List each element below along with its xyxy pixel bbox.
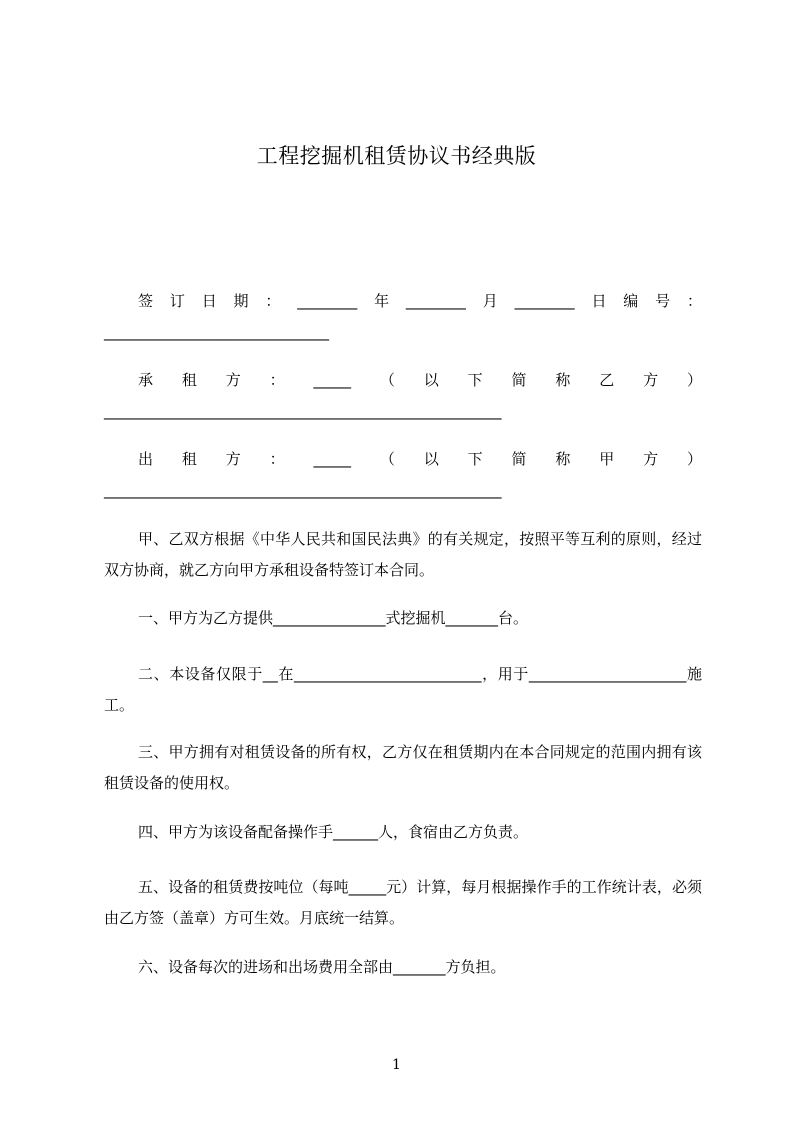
preamble-paragraph: 甲、乙双方根据《中华人民共和国民法典》的有关规定，按照平等互利的原则，经过双方协商，就乙方向甲方承租设备特签订本合同。 [104,530,702,579]
clause-1-paragraph: 一、甲方为乙方提供_______________式挖掘机_______台。 [138,609,529,627]
clause-2-paragraph: 二、本设备仅限于__在_________________________，用于_____________________施工。 [104,665,702,714]
lessor-paragraph: 出租方：_____（以下简称甲方）_____________________________________________________ [104,450,702,499]
clause-5-paragraph: 五、设备的租赁费按吨位（每吨_____元）计算，每月根据操作手的工作统计表，必须由乙方签（盖章）方可生效。月底统一结算。 [104,878,702,927]
clause-6-paragraph: 六、设备每次的进场和出场费用全部由_______方负担。 [138,958,506,976]
lessee-paragraph: 承租方：_____（以下简称乙方）_____________________________________________________ [104,371,702,420]
page-number: 1 [392,1057,401,1073]
signing-date-paragraph: 签订日期：________年________月________日编号：______________________________ [104,292,702,341]
clause-4-paragraph: 四、甲方为该设备配备操作手______人，食宿由乙方负责。 [138,823,529,841]
document-title: 工程挖掘机租赁协议书经典版 [256,144,537,168]
clause-3-paragraph: 三、甲方拥有对租赁设备的所有权，乙方仅在租赁期内在本合同规定的范围内拥有该租赁设备的使用权。 [104,743,702,792]
